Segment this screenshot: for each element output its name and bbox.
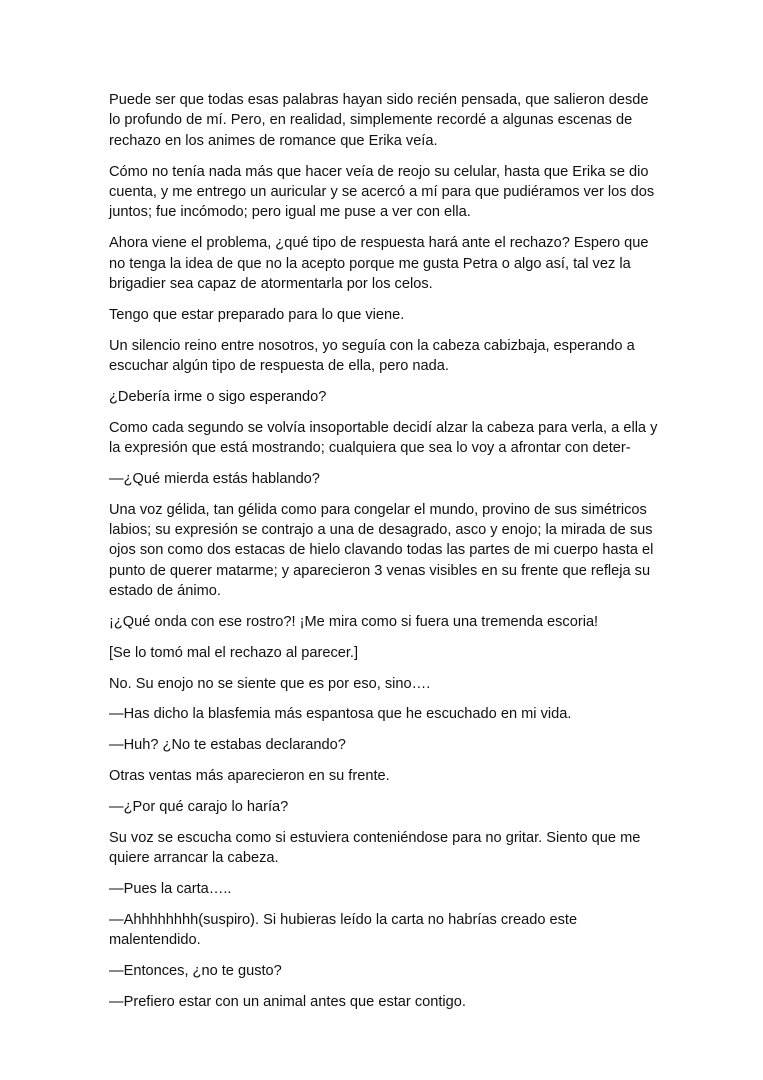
paragraph: Como cada segundo se volvía insoportable decidí alzar la cabeza para verla, a ella y la expresión que está mostrando; cualquiera que sea lo voy a afrontar con deter-: [109, 419, 658, 457]
paragraph: ¿Debería irme o sigo esperando?: [109, 388, 327, 405]
paragraph: Ahora viene el problema, ¿qué tipo de respuesta hará ante el rechazo? Espero que no tenga la idea de que no la acepto porque me gusta Petra o algo así, tal vez la brigadier sea capaz de atormentarla por los celos.: [109, 235, 649, 293]
document-page: [109, 90, 659, 1022]
paragraph: Puede ser que todas esas palabras hayan sido recién pensada, que salieron desde lo profundo de mí. Pero, en realidad, simplemente recordé a algunas escenas de rechazo en los animes de romance que Erika veía.: [109, 92, 649, 149]
paragraph: Tengo que estar preparado para lo que viene.: [109, 306, 405, 323]
dialogue-line: —Prefiero estar con un animal antes que estar contigo.: [109, 993, 466, 1010]
dialogue-line: —Entonces, ¿no te gusto?: [109, 962, 282, 979]
paragraph: ¡¿Qué onda con ese rostro?! ¡Me mira como si fuera una tremenda escoria!: [109, 614, 599, 631]
paragraph: Un silencio reino entre nosotros, yo seguía con la cabeza cabizbaja, esperando a escuchar algún tipo de respuesta de ella, pero nada.: [109, 337, 635, 375]
paragraph: Una voz gélida, tan gélida como para congelar el mundo, provino de sus simétricos labios; su expresión se contrajo a una de desagrado, asco y enojo; la mirada de sus ojos son como dos estacas de hielo clavando todas las partes de mi cuerpo hasta el punto de querer matarme; y aparecieron 3 venas visibles en su frente que refleja su estado de ánimo.: [109, 501, 654, 600]
dialogue-line: —¿Por qué carajo lo haría?: [109, 798, 289, 815]
paragraph: Otras ventas más aparecieron en su frente.: [109, 768, 390, 785]
dialogue-line: —Ahhhhhhhh(suspiro). Si hubieras leído la carta no habrías creado este malentendido.: [109, 911, 578, 949]
paragraph: [Se lo tomó mal el rechazo al parecer.]: [109, 644, 359, 661]
dialogue-line: —Huh? ¿No te estabas declarando?: [109, 737, 346, 754]
dialogue-line: —Has dicho la blasfemia más espantosa que he escuchado en mi vida.: [109, 706, 572, 723]
paragraph: Su voz se escucha como si estuviera conteniéndose para no gritar. Siento que me quiere arrancar la cabeza.: [109, 829, 641, 867]
dialogue-line: —¿Qué mierda estás hablando?: [109, 470, 320, 487]
dialogue-line: —Pues la carta…..: [109, 880, 232, 897]
paragraph: No. Su enojo no se siente que es por eso, sino….: [109, 675, 431, 692]
paragraph: Cómo no tenía nada más que hacer veía de reojo su celular, hasta que Erika se dio cuenta, y me entrego un auricular y se acercó a mí para que pudiéramos ver los dos juntos; fue incómodo; pero igual me puse a ver con ella.: [109, 163, 655, 221]
